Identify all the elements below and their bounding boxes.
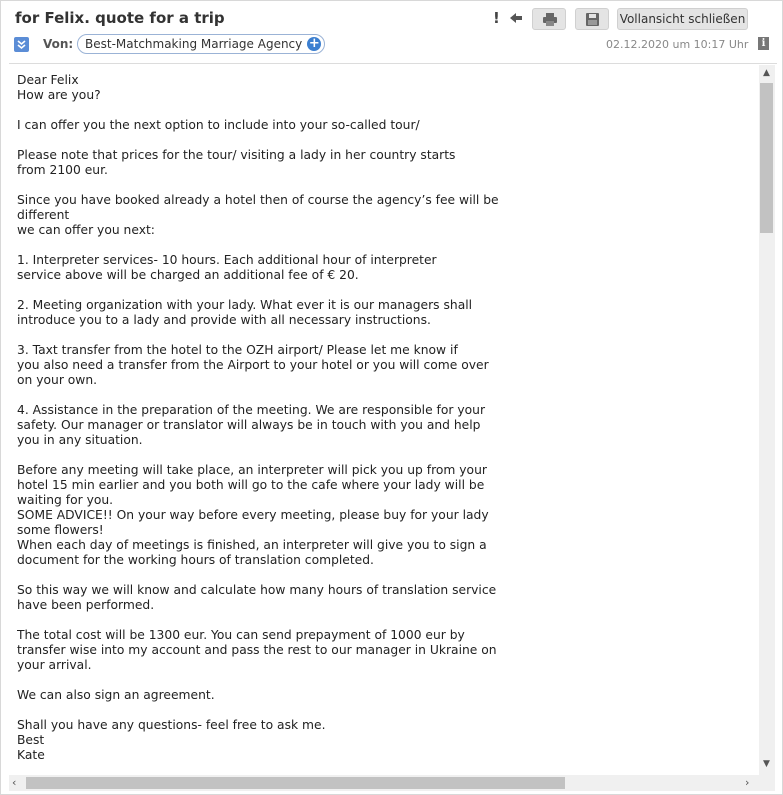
- sender-name: Best-Matchmaking Marriage Agency: [85, 37, 303, 51]
- close-fullview-button[interactable]: Vollansicht schließen: [617, 8, 748, 30]
- printer-icon: [542, 12, 558, 27]
- scroll-right-icon[interactable]: ›: [745, 776, 750, 789]
- vertical-scroll-thumb[interactable]: [760, 83, 773, 233]
- scroll-up-icon[interactable]: ▲: [763, 68, 770, 78]
- save-button[interactable]: [575, 8, 609, 30]
- scrollbar-corner: [759, 775, 775, 791]
- email-date: 02.12.2020 um 10:17 Uhr: [606, 38, 749, 51]
- horizontal-scroll-thumb[interactable]: [26, 777, 565, 789]
- email-subject: for Felix. quote for a trip: [15, 9, 225, 27]
- sender-chip[interactable]: [77, 34, 325, 54]
- priority-icon[interactable]: !: [493, 9, 500, 27]
- header-divider: [9, 63, 777, 64]
- info-icon[interactable]: i: [758, 37, 769, 50]
- from-label: Von:: [43, 37, 74, 51]
- add-contact-icon[interactable]: +: [308, 36, 320, 51]
- expand-chevron-icon[interactable]: [14, 37, 29, 52]
- scroll-down-icon[interactable]: ▼: [763, 759, 770, 769]
- email-body: Dear Felix How are you? I can offer you the next option to include into your so-called tour/ Please note that prices for the tour/ visiting a lady in her country starts from 2100 eur. Since you have booked already a hotel then of course the agency’s fee will be different we can offer you next: 1. Interpreter services- 10 hours. Each additional hour of interpreter service above will be charged an additional fee of € 20. 2. Meeting organization with your lady. What ever it is our managers shall introduce you to a lady and provide with all necessary instructions. 3. Taxt transfer from the hotel to the OZH airport/ Please let me know if you also need a transfer from the Airport to your hotel or you will come over on your own. 4. Assistance in the preparation of the meeting. We are responsible for your safety. Our manager or translator will always be in touch with you and help you in any situation. Before any meeting will take place, an interpreter will pick you up from your hotel 15 min earlier and you both will go to the cafe where your lady will be waiting for you. SOME ADVICE!! On your way before every meeting, please buy for your lady some flowers! When each day of meetings is finished, an interpreter will give you to sign a document for the working hours of translation completed. So this way we will know and calculate how many hours of translation service have been performed. The total cost will be 1300 eur. You can send prepayment of 1000 eur by transfer wise into my account and pass the rest to our manager in Ukraine on your arrival. We can also sign an agreement. Shall you have any questions- feel free to ask me. Best Kate: [17, 73, 499, 762]
- reply-arrow-icon[interactable]: [509, 11, 523, 25]
- scroll-left-icon[interactable]: ‹: [12, 776, 17, 789]
- vertical-scrollbar[interactable]: [759, 65, 775, 775]
- horizontal-scrollbar[interactable]: [9, 775, 759, 791]
- print-button[interactable]: [532, 8, 566, 30]
- floppy-disk-icon: [585, 12, 600, 27]
